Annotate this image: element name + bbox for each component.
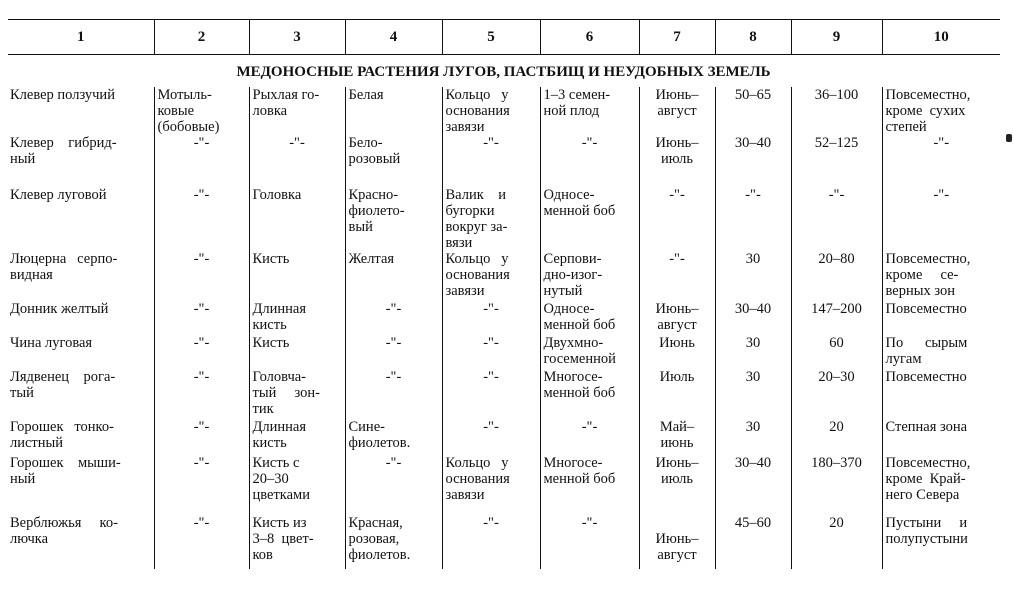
cell-line: Головча- [252,369,307,385]
cell-line: 20 [829,515,844,531]
table-cell-c6 [540,135,639,187]
cell-line: кисть [252,317,287,333]
cell-line: 180–370 [811,455,862,471]
cell-line: Кисть [252,251,290,267]
cell-line: вый [348,219,373,235]
table-cell-c10 [882,335,1000,369]
cell-line: ный [10,151,36,167]
cell-line: Клевер гибрид- [10,135,117,151]
cell-line: нутый [543,283,583,299]
cell-line: -"- [483,135,499,151]
table-cell-c1 [8,251,154,301]
table-cell-c7 [639,135,715,187]
cell-line: -"- [581,419,598,435]
table-row [8,301,1000,335]
table-cell-c4 [345,301,442,335]
cell-line: 147–200 [811,301,862,317]
cell-line: ной плод [543,103,600,119]
cell-line: менной боб [543,317,616,333]
cell-line: 30 [745,251,761,267]
cell-line: Повсеместно, [885,251,971,267]
cell-line: Многосе- [543,455,603,471]
cell-line: верных зон [885,283,955,299]
table-cell-c10 [882,515,1000,569]
cell-line: лугам [885,351,922,367]
table-cell-c2 [154,251,249,301]
table-cell-c5 [442,369,540,419]
table-cell-c7 [639,251,715,301]
table-row [8,419,1000,455]
cell-line: -"- [385,455,402,471]
cell-line: По сырым [885,335,968,351]
cell-line: Кольцо у [445,251,509,267]
cell-line: 30–40 [734,135,772,151]
cell-line: Май– [659,419,695,435]
cell-line: завязи [445,119,485,135]
table-cell-c7 [639,515,715,569]
cell-line: Повсеместно [885,369,967,385]
cell-line: -"- [193,301,210,317]
cell-line: бугорки [445,203,495,219]
table-cell-c2 [154,301,249,335]
cell-line: Июнь– [655,531,699,547]
cell-line: -"- [193,135,210,151]
cell-line: -"- [745,187,761,203]
cell-line: ков [252,547,273,563]
cell-line: -"- [289,135,305,151]
cell-line: -"- [193,251,210,267]
table-row [8,515,1000,569]
cell-line: 30 [745,369,761,385]
section-title: МЕДОНОСНЫЕ РАСТЕНИЯ ЛУГОВ, ПАСТБИЩ И НЕУДОБНЫХ ЗЕМЕЛЬ [236,64,771,80]
table-cell-c6 [540,515,639,569]
table-cell-c9 [791,135,882,187]
table-cell-c6 [540,187,639,251]
cell-line: 30 [745,335,761,351]
table-cell-c8 [715,455,791,515]
table-cell-c10 [882,419,1000,455]
table-cell-c7 [639,87,715,135]
cell-line: основания [445,471,510,487]
table-cell-c6 [540,251,639,301]
cell-line: Чина луговая [10,335,93,351]
cell-line: Длинная [252,419,307,435]
cell-line: Белая [348,87,384,103]
cell-line [643,515,712,531]
table-cell-c3 [249,369,345,419]
cell-line: ловка [252,103,288,119]
cell-line: Бело- [348,135,383,151]
section-row [8,55,1000,88]
table-cell-c2 [154,455,249,515]
table-cell-c8 [715,419,791,455]
cell-line: кроме се- [885,267,959,283]
table-cell-c4 [345,335,442,369]
table-cell-c9 [791,335,882,369]
honey-plants-table [8,19,1000,569]
cell-line: фиолетов. [348,547,411,563]
cell-line: завязи [445,283,485,299]
table-cell-c10 [882,87,1000,135]
column-number: 6 [540,20,639,55]
cell-line: август [657,547,697,563]
cell-line: Красно- [348,187,399,203]
table-row [8,335,1000,369]
cell-line: Сине- [348,419,385,435]
table-cell-c7 [639,419,715,455]
cell-line: Горошек мыши- [10,455,121,471]
cell-line: август [657,103,697,119]
cell-line: -"- [483,515,499,531]
table-cell-c8 [715,187,791,251]
table-cell-c4 [345,455,442,515]
cell-line: Кисть из [252,515,307,531]
cell-line: -"- [483,369,499,385]
cell-line: Горошек тонко- [10,419,114,435]
cell-line: август [657,317,697,333]
cell-line: кроме сухих [885,103,966,119]
cell-line: -"- [483,335,499,351]
table-row [8,135,1000,187]
column-number: 9 [791,20,882,55]
table-cell-c1 [8,419,154,455]
cell-line: менной боб [543,471,616,487]
table-cell-c6 [540,87,639,135]
table-cell-c3 [249,335,345,369]
cell-line: Валик и [445,187,507,203]
cell-line: Головка [252,187,302,203]
table-cell-c6 [540,335,639,369]
cell-line: степей [885,119,927,135]
table-cell-c5 [442,301,540,335]
cell-line: Кольцо у [445,455,509,471]
cell-line: фиолетов. [348,435,411,451]
table-cell-c1 [8,135,154,187]
cell-line: фиолето- [348,203,405,219]
column-number: 2 [154,20,249,55]
cell-line: листный [10,435,64,451]
column-number: 1 [8,20,154,55]
cell-line: Повсеместно, [885,87,971,103]
cell-line: -"- [385,301,402,317]
table-cell-c3 [249,455,345,515]
cell-line: -"- [385,335,402,351]
table-cell-c2 [154,335,249,369]
table-cell-c3 [249,87,345,135]
cell-line: -"- [933,187,950,203]
cell-line: лючка [10,531,49,547]
cell-line: госеменной [543,351,616,367]
cell-line: цветками [252,487,310,503]
cell-line: Июнь– [655,455,699,471]
table-row [8,455,1000,515]
cell-line: Июнь– [655,301,699,317]
cell-line: -"- [193,369,210,385]
table-cell-c2 [154,187,249,251]
cell-line: Верблюжья ко- [10,515,118,531]
table-cell-c4 [345,419,442,455]
table-row [8,369,1000,419]
cell-line: завязи [445,487,485,503]
column-number: 3 [249,20,345,55]
table-cell-c10 [882,187,1000,251]
table-cell-c6 [540,369,639,419]
table-cell-c2 [154,419,249,455]
table-cell-c1 [8,335,154,369]
cell-line: Повсеместно [885,301,967,317]
table-cell-c9 [791,419,882,455]
column-number-row [8,20,1000,55]
cell-line: ковые [157,103,195,119]
table-cell-c6 [540,455,639,515]
cell-line: тый [10,385,34,401]
cell-line: 20–30 [252,471,289,487]
cell-line: Односе- [543,187,595,203]
table-cell-c5 [442,455,540,515]
cell-line: 30 [745,419,761,435]
cell-line: Лядвенец рога- [10,369,116,385]
cell-line: тый зон- [252,385,320,401]
table-cell-c10 [882,135,1000,187]
cell-line: 52–125 [814,135,859,151]
table-cell-c5 [442,335,540,369]
cell-line: 36–100 [814,87,859,103]
column-number: 10 [882,20,1000,55]
table-cell-c1 [8,301,154,335]
table-cell-c9 [791,301,882,335]
cell-line: 20 [829,419,844,435]
cell-line: Кисть [252,335,290,351]
cell-line: Серпови- [543,251,602,267]
cell-line: 20–30 [818,369,855,385]
cell-line: -"- [669,251,685,267]
column-number: 4 [345,20,442,55]
cell-line: июнь [660,435,694,451]
table-cell-c5 [442,187,540,251]
table-cell-c8 [715,335,791,369]
table-cell-c7 [639,187,715,251]
cell-line: -"- [193,515,210,531]
cell-line: ный [10,471,36,487]
cell-line: -"- [193,455,210,471]
table-cell-c2 [154,369,249,419]
table-cell-c8 [715,301,791,335]
column-number: 5 [442,20,540,55]
table-cell-c7 [639,301,715,335]
cell-line: Июнь– [655,135,699,151]
cell-line: Кольцо у [445,87,509,103]
table-cell-c6 [540,419,639,455]
table-cell-c4 [345,369,442,419]
cell-line: 60 [829,335,844,351]
table-cell-c4 [345,251,442,301]
cell-line: менной боб [543,203,616,219]
table-cell-c3 [249,251,345,301]
cell-line: 50–65 [734,87,772,103]
table-cell-c5 [442,515,540,569]
cell-line: -"- [483,301,499,317]
cell-line: Многосе- [543,369,603,385]
cell-line: Июнь– [655,87,699,103]
cell-line: кроме Край- [885,471,966,487]
cell-line: Люцерна серпо- [10,251,118,267]
cell-line: -"- [669,187,685,203]
cell-line: июль [660,471,694,487]
cell-line: дно-изог- [543,267,603,283]
column-number: 7 [639,20,715,55]
table-cell-c7 [639,455,715,515]
cell-line: 20–80 [818,251,855,267]
table-cell-c8 [715,251,791,301]
cell-line: Донник желтый [10,301,109,317]
table-cell-c8 [715,369,791,419]
table-cell-c8 [715,135,791,187]
table-cell-c4 [345,187,442,251]
table-cell-c10 [882,301,1000,335]
margin-mark [1006,134,1012,142]
cell-line: Июль [659,369,695,385]
table-cell-c9 [791,455,882,515]
cell-line: -"- [828,187,845,203]
cell-line: -"- [193,335,210,351]
table-cell-c5 [442,87,540,135]
table-cell-c10 [882,251,1000,301]
cell-line: Клевер луговой [10,187,107,203]
cell-line: основания [445,267,510,283]
table-cell-c9 [791,369,882,419]
table-cell-c8 [715,515,791,569]
cell-line: июль [660,151,694,167]
table-cell-c1 [8,187,154,251]
cell-line: -"- [581,135,598,151]
table-cell-c7 [639,369,715,419]
table-cell-c1 [8,515,154,569]
cell-line: Красная, [348,515,403,531]
cell-line: Длинная [252,301,307,317]
cell-line: Степная зона [885,419,968,435]
table-row [8,87,1000,135]
table-cell-c1 [8,87,154,135]
table-cell-c4 [345,515,442,569]
table-row [8,187,1000,251]
cell-line: -"- [483,419,499,435]
cell-line: Повсеместно, [885,455,971,471]
cell-line: Клевер ползучий [10,87,115,103]
cell-line: 30–40 [734,301,772,317]
table-cell-c3 [249,515,345,569]
cell-line: полупустыни [885,531,968,547]
cell-line: 45–60 [734,515,772,531]
cell-line: 3–8 цвет- [252,531,314,547]
cell-line: -"- [193,419,210,435]
cell-line: (бобовые) [157,119,220,135]
cell-line: него Севера [885,487,960,503]
cell-line: Кисть с [252,455,300,471]
cell-line: Желтая [348,251,395,267]
cell-line: 30–40 [734,455,772,471]
cell-line: -"- [193,187,210,203]
table-cell-c1 [8,369,154,419]
cell-line: -"- [385,369,402,385]
cell-line: вязи [445,235,473,251]
table-cell-c1 [8,455,154,515]
table-cell-c10 [882,455,1000,515]
table-cell-c3 [249,301,345,335]
table-cell-c8 [715,87,791,135]
cell-line: вокруг за- [445,219,508,235]
table-cell-c3 [249,187,345,251]
table-cell-c9 [791,87,882,135]
cell-line: Двухмно- [543,335,604,351]
table-cell-c10 [882,369,1000,419]
table-cell-c9 [791,515,882,569]
cell-line: Мотыль- [157,87,212,103]
table-cell-c5 [442,251,540,301]
cell-line: кисть [252,435,287,451]
table-cell-c4 [345,135,442,187]
table-cell-c9 [791,251,882,301]
table-row [8,251,1000,301]
cell-line: -"- [581,515,598,531]
cell-line: Июнь [659,335,695,351]
cell-line: -"- [933,135,950,151]
cell-line: розовая, [348,531,400,547]
cell-line: 1–3 семен- [543,87,611,103]
table-cell-c5 [442,419,540,455]
table-cell-c3 [249,135,345,187]
table-cell-c3 [249,419,345,455]
cell-line: Рыхлая го- [252,87,320,103]
table-cell-c2 [154,87,249,135]
table-cell-c2 [154,515,249,569]
cell-line: основания [445,103,510,119]
column-number: 8 [715,20,791,55]
table-cell-c9 [791,187,882,251]
table-cell-c6 [540,301,639,335]
cell-line: менной боб [543,385,616,401]
table-cell-c5 [442,135,540,187]
table-cell-c2 [154,135,249,187]
table-cell-c4 [345,87,442,135]
cell-line: Пустыни и [885,515,968,531]
cell-line: видная [10,267,53,283]
cell-line: тик [252,401,274,417]
cell-line: розовый [348,151,401,167]
cell-line: Односе- [543,301,595,317]
table-cell-c7 [639,335,715,369]
